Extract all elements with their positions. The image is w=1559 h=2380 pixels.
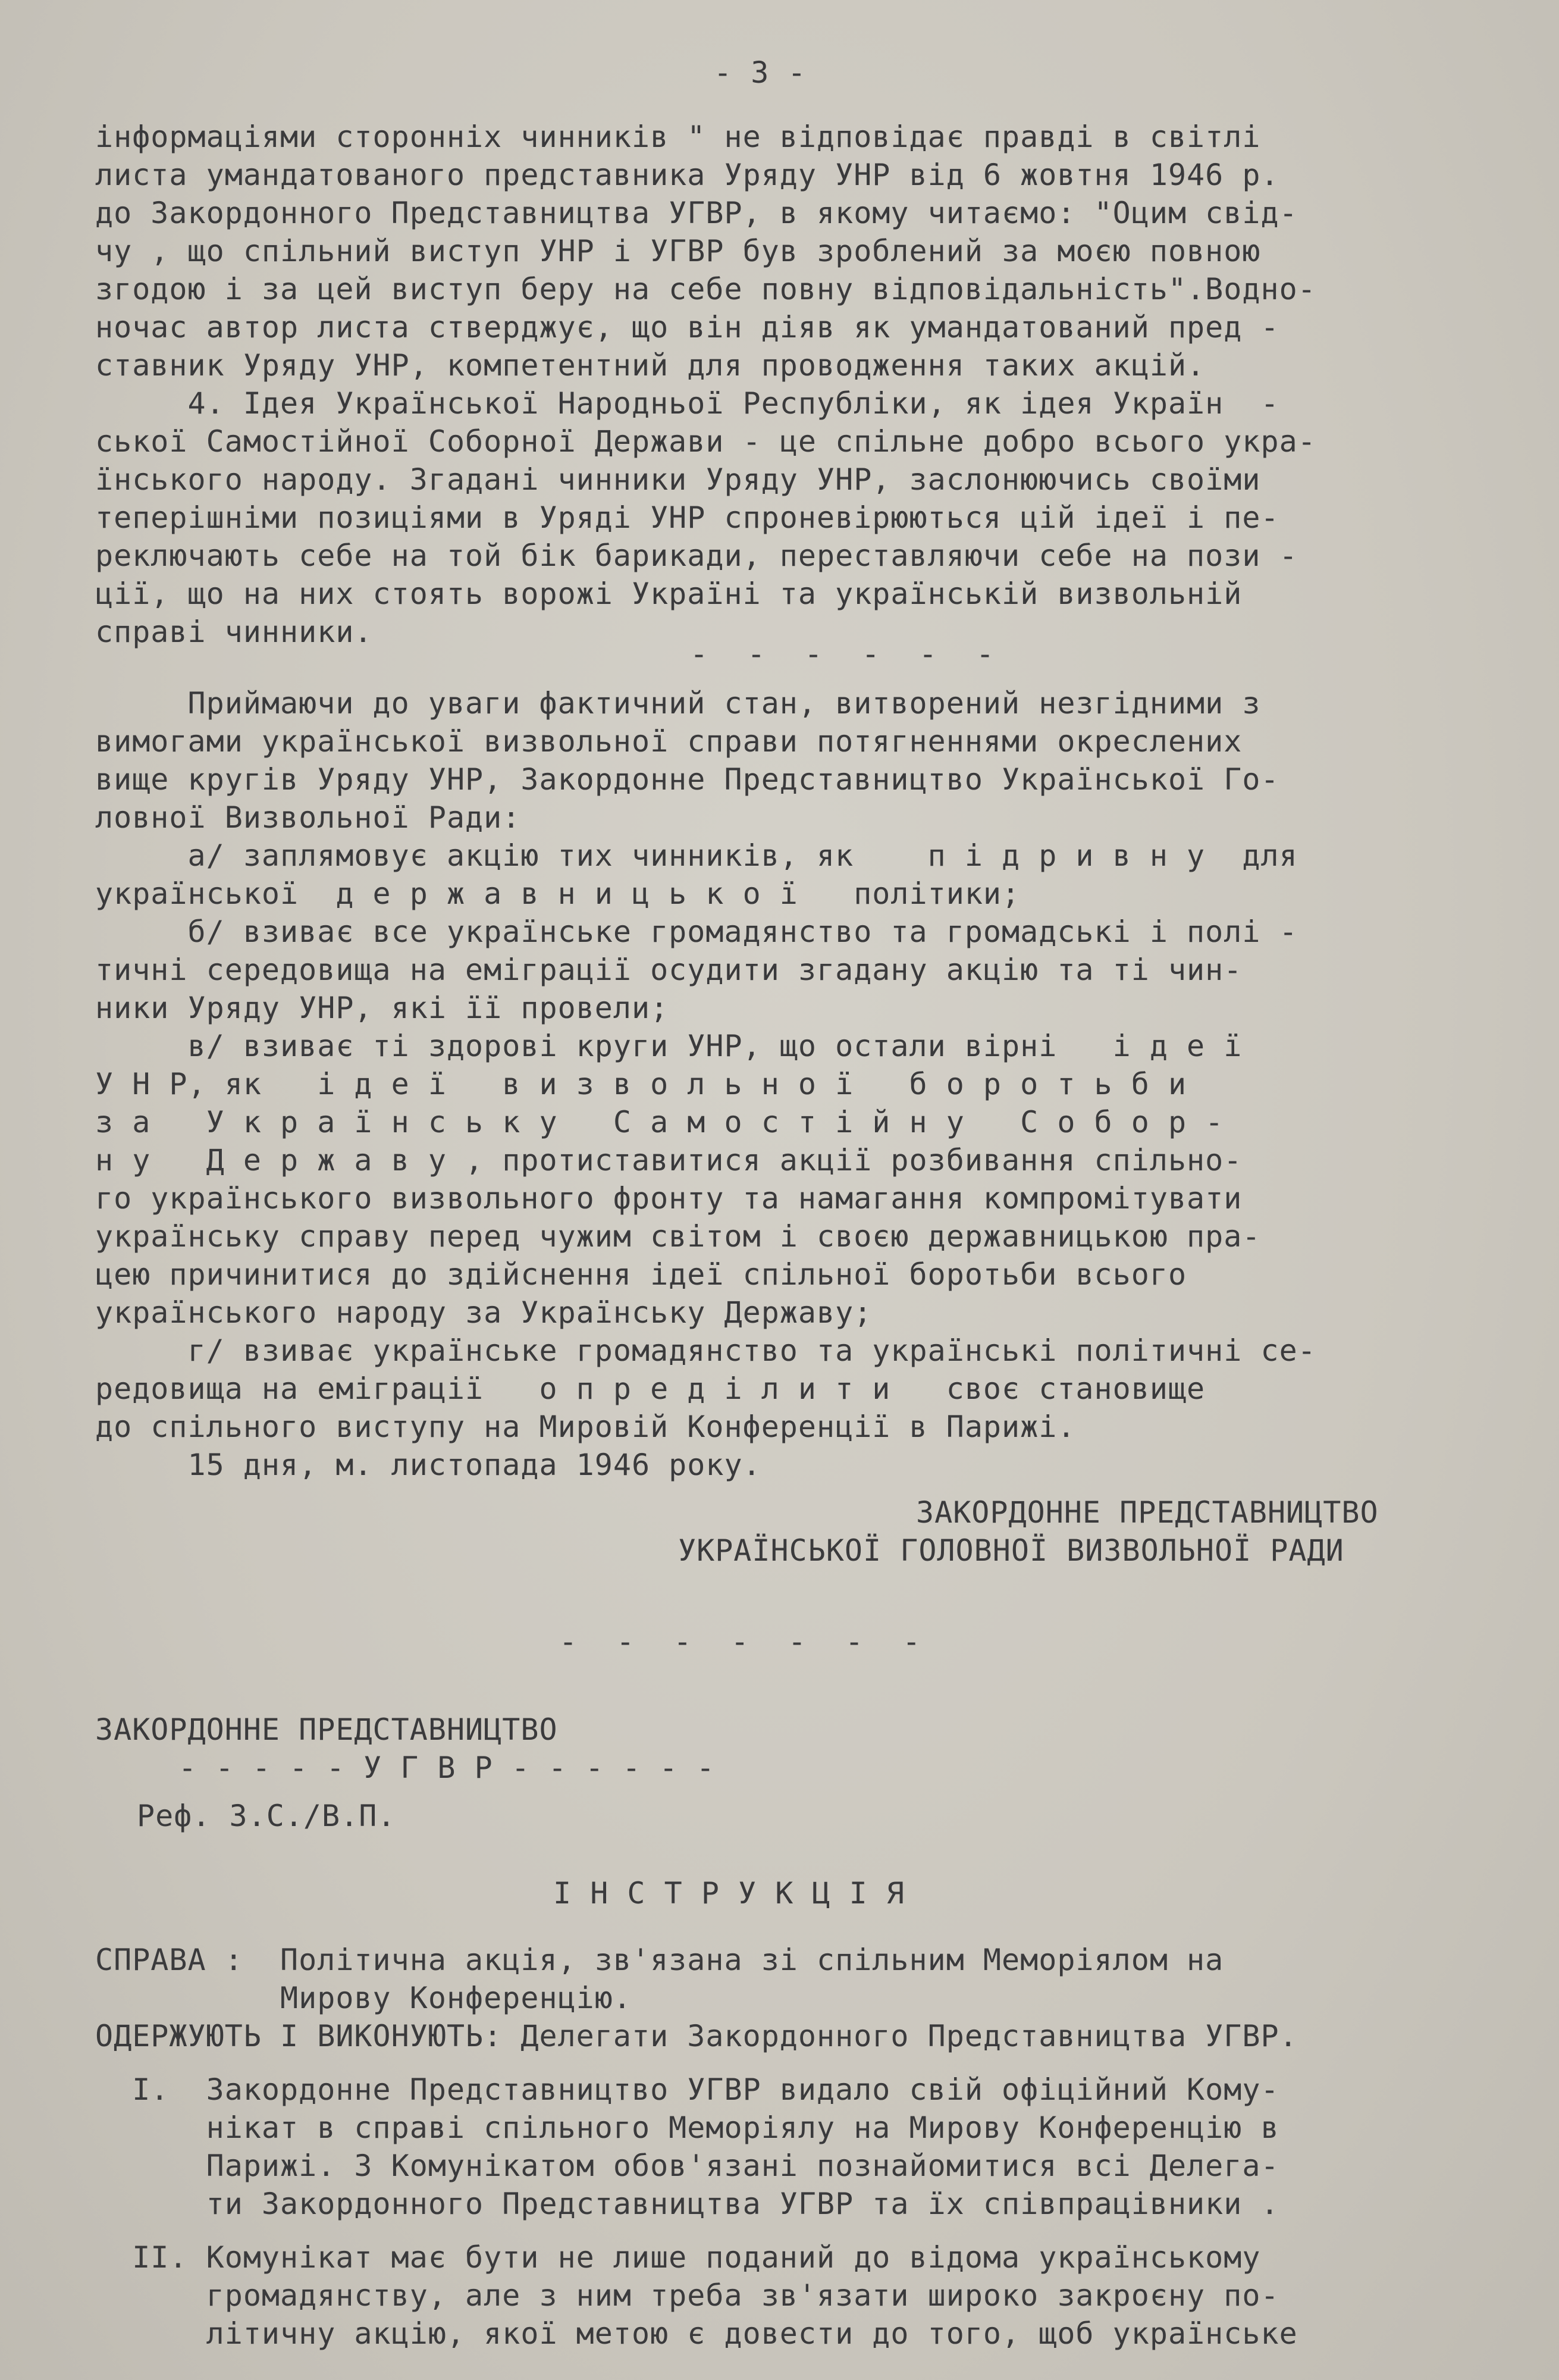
text-line: ІІ. Комунікат має бути не лише поданий до відома українському <box>95 2240 1261 2275</box>
document-title: І Н С Т Р У К Ц І Я <box>553 1876 905 1911</box>
text-line: нікат в справі спільного Меморіялу на Мирову Конференцію в <box>95 2110 1279 2145</box>
text-line: ОДЕРЖУЮТЬ І ВИКОНУЮТЬ: Делегати Закордонного Представництва УГВР. <box>95 2019 1298 2053</box>
text-line: ловної Визвольної Ради: <box>95 800 521 835</box>
reference: Реф. З.С./В.П. <box>137 1799 396 1833</box>
text-line: ції, що на них стоять ворожі Україні та українській визвольній <box>95 577 1243 611</box>
text-line: вимогами української визвольної справи потягненнями окреслених <box>95 724 1243 759</box>
text-line: Приймаючи до уваги фактичний стан, витворений незгідними з <box>95 686 1261 721</box>
text-line: редовища на еміграції о п р е д і л и т и своє становище <box>95 1371 1206 1406</box>
text-line: цею причинитися до здійснення ідеї спільної боротьби всього <box>95 1257 1187 1292</box>
page-number: - 3 - <box>714 55 807 90</box>
signature-line: ЗАКОРДОННЕ ПРЕДСТАВНИЦТВО <box>916 1495 1379 1530</box>
text-line: українську справу перед чужим світом і своєю державницькою пра- <box>95 1219 1261 1254</box>
text-line: з а У к р а ї н с ь к у С а м о с т і й н у С о б о р - <box>95 1105 1224 1139</box>
text-line: Мирову Конференцію. <box>95 1981 632 2015</box>
text-line: їнського народу. Згадані чинники Уряду УНР, заслонюючись своїми <box>95 462 1261 497</box>
text-line: н у Д е р ж а в у , протиставитися акції розбивання спільно- <box>95 1143 1243 1178</box>
date-line: 15 дня, м. листопада 1946 року. <box>95 1448 761 1482</box>
text-line: літичну акцію, якої метою є довести до того, щоб українське <box>95 2316 1298 2351</box>
text-line: ставник Уряду УНР, компетентний для проводження таких акцій. <box>95 348 1206 383</box>
text-line: до Закордонного Представництва УГВР, в якому читаємо: "Оцим свід- <box>95 196 1298 230</box>
text-line: листа умандатованого представника Уряду УНР від 6 жовтня 1946 р. <box>95 158 1279 192</box>
separator: - - - - - - <box>690 637 1005 671</box>
text-line: б/ взиває все українське громадянство та громадські і полі - <box>95 915 1298 949</box>
text-line: вище кругів Уряду УНР, Закордонне Представництво Української Го- <box>95 762 1279 797</box>
text-line: українського народу за Українську Державу; <box>95 1295 873 1330</box>
text-line: І. Закордонне Представництво УГВР видало свій офіційний Кому- <box>95 2072 1279 2107</box>
text-line: г/ взиває українське громадянство та українські політичні се- <box>95 1333 1316 1368</box>
org-short: - - - - - У Г В Р - - - - - - <box>178 1750 715 1785</box>
text-line: інформаціями сторонніх чинників " не відповідає правді в світлі <box>95 120 1261 154</box>
org-name: ЗАКОРДОННЕ ПРЕДСТАВНИЦТВО <box>95 1712 558 1747</box>
text-line: У Н Р, як і д е ї в и з в о л ь н о ї б о р о т ь б и <box>95 1067 1187 1101</box>
text-line: згодою і за цей виступ беру на себе повну відповідальність".Водно- <box>95 272 1316 306</box>
text-line: тичні середовища на еміграції осудити згадану акцію та ті чин- <box>95 953 1243 987</box>
text-line: чу , що спільний виступ УНР і УГВР був зроблений за моєю повною <box>95 234 1261 268</box>
text-line: СПРАВА : Політична акція, зв'язана зі спільним Меморіялом на <box>95 1943 1224 1977</box>
text-line: Парижі. З Комунікатом обов'язані познайомитися всі Делега- <box>95 2149 1279 2183</box>
separator: - - - - - - - <box>559 1624 931 1659</box>
text-line: а/ заплямовує акцію тих чинників, як п і д р и в н у для <box>95 838 1298 873</box>
text-line: справі чинники. <box>95 615 373 649</box>
text-line: теперішніми позиціями в Уряді УНР спроневірюються цій ідеї і пе- <box>95 500 1279 535</box>
text-line: го українського визвольного фронту та намагання компромітувати <box>95 1181 1243 1216</box>
signature-line: УКРАЇНСЬКОЇ ГОЛОВНОЇ ВИЗВОЛЬНОЇ РАДИ <box>678 1533 1344 1568</box>
text-line: української д е р ж а в н и ц ь к о ї політики; <box>95 876 1021 911</box>
text-line: реключають себе на той бік барикади, переставляючи себе на пози - <box>95 538 1298 573</box>
text-line: ники Уряду УНР, які її провели; <box>95 991 669 1025</box>
text-line: 4. Ідея Української Народньої Республіки, як ідея Україн - <box>95 386 1279 421</box>
text-line: ночас автор листа стверджує, що він діяв як умандатований пред - <box>95 310 1279 345</box>
text-line: ти Закордонного Представництва УГВР та їх співпрацівники . <box>95 2187 1279 2221</box>
text-line: ської Самостійної Соборної Держави - це спільне добро всього укра- <box>95 424 1316 459</box>
text-line: в/ взиває ті здорові круги УНР, що остали вірні і д е ї <box>95 1029 1243 1063</box>
text-line: громадянству, але з ним треба зв'язати широко закроєну по- <box>95 2278 1279 2313</box>
text-line: до спільного виступу на Мировій Конференції в Парижі. <box>95 1410 1076 1444</box>
